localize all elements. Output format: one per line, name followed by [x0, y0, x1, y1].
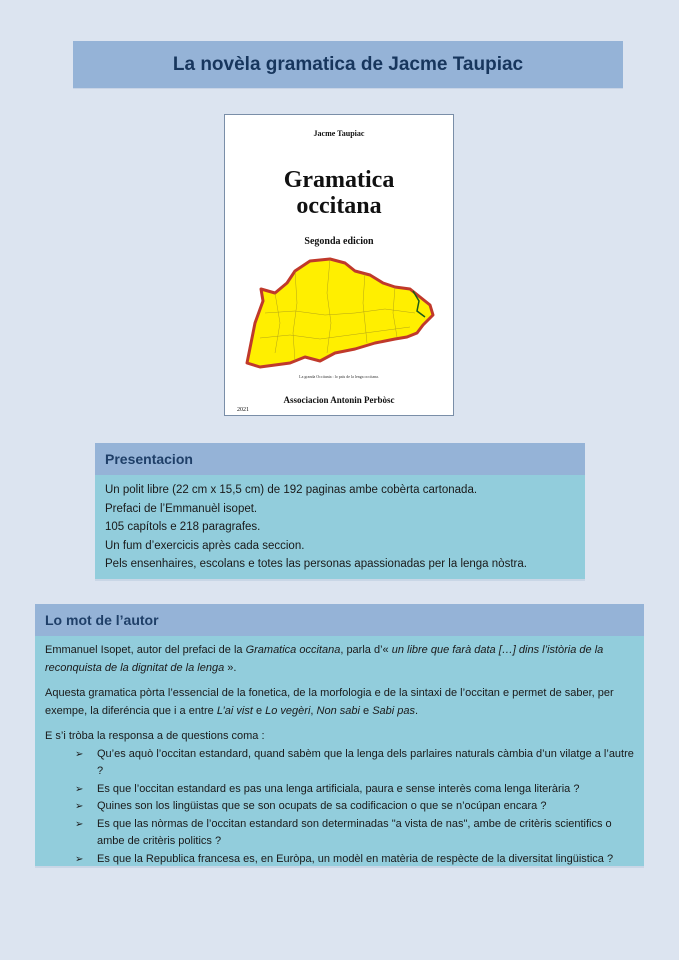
presentacion-line: 105 capítols e 218 paragrafes. [105, 521, 261, 534]
presentacion-line: Un polit libre (22 cm x 15,5 cm) de 192 paginas ambe cobèrta cartonada. [105, 484, 478, 496]
arrowhead-bullet-icon: ➢ [75, 801, 84, 812]
question-item: ➢ Es que las nòrmas de l’occitan estandard son determinadas "a vista de nas", ambe de critèris scientifics o ambe de critèris politics ? [75, 817, 612, 847]
questions-list [45, 746, 634, 869]
questions-intro: E s’i tròba la responsa a de questions coma : [45, 730, 265, 742]
occitania-map-icon [235, 253, 445, 373]
autor-body [35, 636, 644, 874]
question-item: ➢ Quines son los lingüistas que se son ocupats de sa codificacion o que se n’ocúpan encara ? [45, 798, 634, 816]
arrowhead-bullet-icon: ➢ [75, 783, 84, 795]
arrowhead-bullet-icon: ➢ [75, 853, 84, 865]
book-cover-image [224, 114, 454, 416]
autor-paragraph-2: Aquesta gramatica pòrta l’essencial de la fonetica, de la morfologia e de la sintaxi de l’occitan e permet de saber, per exempe, la diferéncia que i a entre L’ai vist e Lo vegèri, Non sabi e Sabi pas. [45, 687, 614, 717]
question-item: ➢ Qu’es aquò l’occitan estandard, quand sabèm que la lenga dels parlaires naturals càmbia d’un vilatge a l’autre ? [75, 747, 634, 777]
autor-paragraph-1: Emmanuel Isopet, autor del prefaci de la Gramatica occitana, parla d’« un libre que farà data […] dins l’istòria de la reconquista de la dignitat de la lenga ». [45, 644, 604, 674]
question-item: ➢ Es que l’occitan estandard es pas una lenga artificiala, paura e sense interès coma lenga literària ? [45, 781, 634, 799]
presentacion-section [95, 443, 585, 579]
presentacion-line: Pels ensenhaires, escolans e totes las personas apassionadas per la lenga nòstra. [105, 558, 527, 571]
autor-section [35, 604, 644, 866]
cover-author: Jacme Taupiac [313, 129, 365, 138]
cover-publisher: Associacion Antonin Perbòsc [283, 395, 395, 405]
presentacion-line: Un fum d’exercicis après cada seccion. [105, 539, 305, 552]
cover-year: 2021 [237, 407, 249, 413]
question-item: ➢ Es que la Republica francesa es, en Euròpa, un modèl en matèria de respècte de la diversitat lingüistica ? [45, 851, 634, 869]
arrowhead-bullet-icon: ➢ [75, 748, 84, 760]
presentacion-body [95, 475, 585, 580]
cover-title: Gramatica occitana [283, 167, 395, 219]
arrowhead-bullet-icon: ➢ [75, 818, 84, 830]
page-title-banner [73, 41, 623, 88]
presentacion-heading: Presentacion [95, 443, 585, 475]
presentacion-line: Prefaci de l’Emmanuèl isopet. [105, 502, 258, 515]
page-title: La novèla gramatica de Jacme Taupiac [172, 53, 524, 75]
autor-heading: Lo mot de l’autor [35, 604, 644, 636]
cover-edition: Segonda edicion [304, 236, 374, 247]
map-caption: La granda Occitania : lo païs de la lenga occitana. [299, 374, 379, 379]
